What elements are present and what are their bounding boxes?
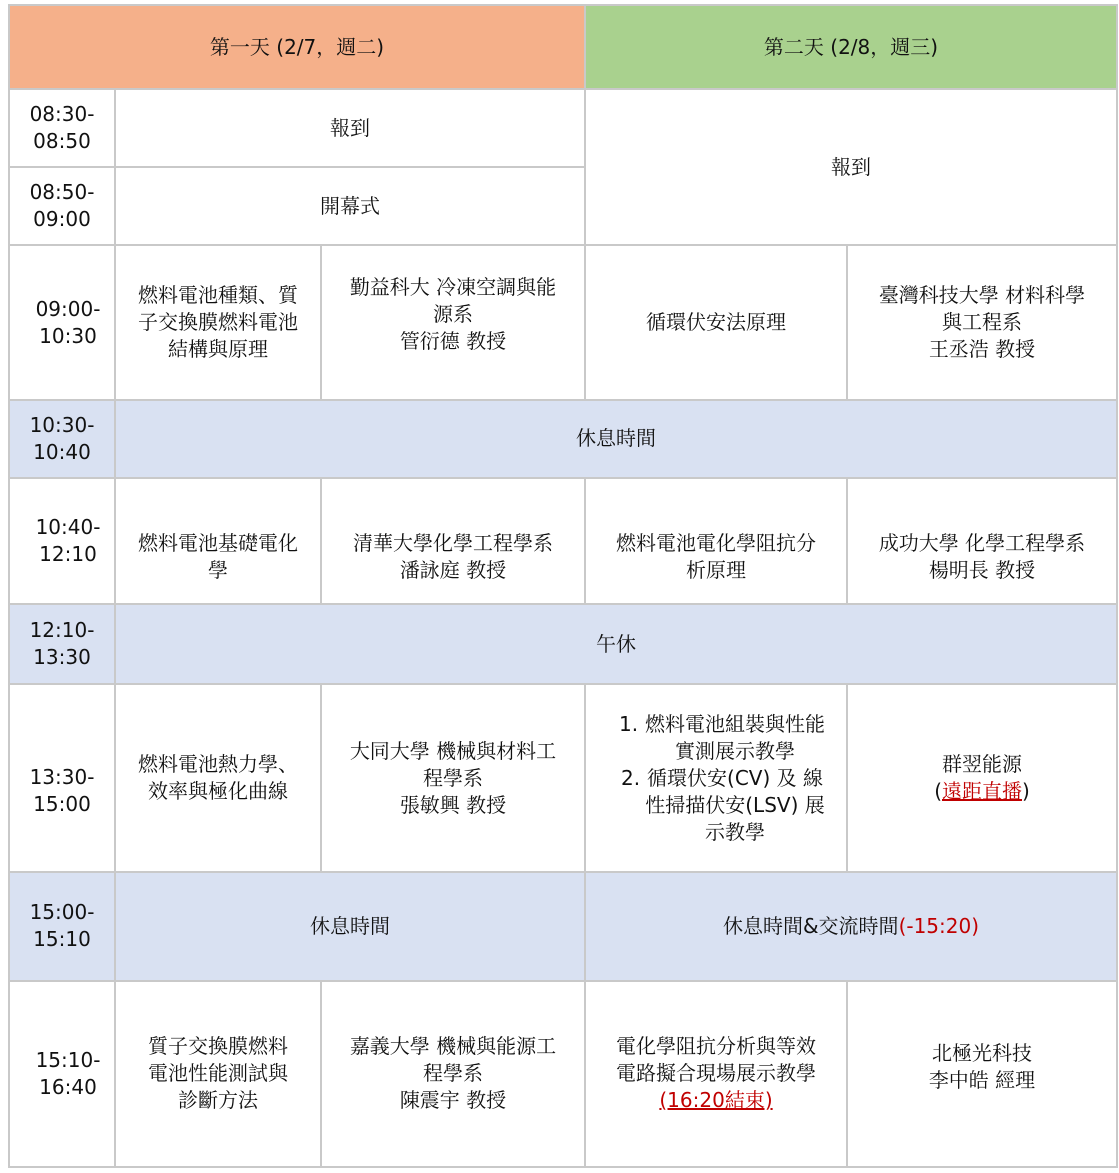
speaker-line: 楊明長 教授 — [928, 557, 1036, 582]
break-label: 休息時間 — [310, 913, 390, 938]
topic-line: 燃料電池基礎電化 — [138, 530, 298, 555]
topic-line: 質子交換膜燃料 — [148, 1034, 288, 1059]
topic-line: 循環伏安法原理 — [646, 310, 786, 335]
demo-item-line: 循環伏安(CV) 及 線 — [647, 765, 823, 790]
time-slot-1030 — [9, 400, 115, 478]
demo-item-number: 2. — [621, 765, 641, 790]
time-start: 15:00- — [29, 900, 95, 925]
topic-line: 效率與極化曲線 — [148, 779, 288, 804]
speaker-line: 臺灣科技大學 材料科學 — [878, 283, 1086, 308]
day2-checkin-label: 報到 — [831, 154, 871, 179]
topic-line: 燃料電池種類、質 — [138, 283, 298, 308]
time-slot-0830 — [9, 89, 115, 167]
remote-note — [848, 778, 1116, 805]
topic-line: 子交換膜燃料電池 — [138, 310, 298, 335]
time-end: 09:00 — [33, 207, 91, 232]
speaker-line: 群翌能源 — [942, 752, 1022, 777]
day1-session1-topic — [115, 245, 321, 399]
paren-open: ( — [934, 779, 942, 804]
day2-session2-speaker — [847, 478, 1117, 604]
day1-header-label: 第一天 (2/7，週二) — [209, 34, 385, 59]
schedule-table — [8, 4, 1118, 1168]
time-end: 10:30 — [39, 323, 97, 348]
topic-line: 電路擬合現場展示教學 — [616, 1061, 816, 1086]
day2-session3-speaker — [847, 684, 1117, 872]
paren-close: ) — [1022, 779, 1030, 804]
time-slot-1210 — [9, 604, 115, 684]
time-end: 13:30 — [33, 645, 91, 670]
day2-session3-demo-list — [585, 684, 847, 872]
day2-session2-topic — [585, 478, 847, 604]
speaker-line: 北極光科技 — [932, 1040, 1032, 1065]
day2-checkin — [585, 89, 1117, 245]
day2-header-label: 第二天 (2/8，週三) — [763, 34, 939, 59]
speaker-line: 張敏興 教授 — [399, 792, 507, 817]
topic-line: 析原理 — [686, 557, 746, 582]
demo-item-line: 燃料電池組裝與性能 — [645, 711, 825, 736]
time-start: 08:30- — [29, 102, 95, 127]
demo-item-line: 實測展示教學 — [675, 738, 795, 763]
time-start: 09:00- — [35, 296, 101, 321]
speaker-line: 陳震宇 教授 — [399, 1088, 507, 1113]
demo-item-number: 1. — [619, 711, 639, 736]
time-start: 10:30- — [29, 412, 95, 437]
day1-break-row-2 — [115, 872, 585, 980]
speaker-line: 程學系 — [423, 765, 483, 790]
speaker-line: 成功大學 化學工程學系 — [878, 530, 1086, 555]
day1-session3-speaker — [321, 684, 585, 872]
day1-session4-speaker — [321, 981, 585, 1167]
topic-line: 燃料電池熱力學、 — [138, 752, 298, 777]
day1-session4-topic — [115, 981, 321, 1167]
day1-header — [9, 5, 585, 89]
day2-session1-topic — [585, 245, 847, 399]
day2-session4-topic — [585, 981, 847, 1167]
break-label: 休息時間&交流時間 — [722, 913, 899, 938]
demo-item-line: 性掃描伏安(LSV) 展 — [645, 792, 825, 817]
topic-line: 電化學阻抗分析與等效 — [616, 1034, 816, 1059]
demo-item-1 — [586, 711, 846, 765]
day1-session2-topic — [115, 478, 321, 604]
time-end: 12:10 — [39, 541, 97, 566]
time-start: 13:30- — [29, 765, 95, 790]
day2-header — [585, 5, 1117, 89]
demo-item-line: 示教學 — [705, 819, 765, 844]
speaker-line: 嘉義大學 機械與能源工 — [349, 1034, 557, 1059]
speaker-line: 李中皓 經理 — [928, 1067, 1036, 1092]
time-slot-0850 — [9, 167, 115, 245]
day1-checkin-label: 報到 — [330, 115, 370, 140]
lunch-row — [115, 604, 1117, 684]
time-slot-1040 — [9, 478, 115, 604]
speaker-line: 勤益科大 冷凍空調與能 — [349, 275, 557, 300]
topic-line: 結構與原理 — [168, 337, 268, 362]
speaker-line: 王丞浩 教授 — [928, 337, 1036, 362]
day1-checkin — [115, 89, 585, 167]
day1-opening-label: 開幕式 — [320, 193, 380, 218]
topic-line: 學 — [208, 557, 228, 582]
time-end: 08:50 — [33, 129, 91, 154]
topic-line: 燃料電池電化學阻抗分 — [616, 530, 816, 555]
time-slot-1510 — [9, 981, 115, 1167]
speaker-line: 清華大學化學工程學系 — [353, 530, 553, 555]
day1-opening — [115, 167, 585, 245]
day2-session4-speaker — [847, 981, 1117, 1167]
lunch-label: 午休 — [596, 631, 636, 656]
day2-session1-speaker — [847, 245, 1117, 399]
demo-item-2 — [586, 765, 846, 846]
time-slot-1330 — [9, 684, 115, 872]
day2-break-row-2 — [585, 872, 1117, 980]
time-slot-0900 — [9, 245, 115, 399]
break-extension-note: (-15:20) — [898, 913, 980, 938]
time-start: 15:10- — [35, 1047, 101, 1072]
topic-line: 電池性能測試與 — [148, 1061, 288, 1086]
day1-session2-speaker — [321, 478, 585, 604]
end-time-note: (16:20結束) — [659, 1088, 773, 1113]
speaker-line: 潘詠庭 教授 — [399, 557, 507, 582]
speaker-line: 與工程系 — [942, 310, 1022, 335]
day1-session1-speaker — [321, 245, 585, 399]
time-end: 15:10 — [33, 927, 91, 952]
speaker-line: 程學系 — [423, 1061, 483, 1086]
time-start: 10:40- — [35, 514, 101, 539]
break-row-1 — [115, 400, 1117, 478]
topic-line: 診斷方法 — [178, 1088, 258, 1113]
time-start: 08:50- — [29, 180, 95, 205]
time-slot-1500 — [9, 872, 115, 980]
break-label: 休息時間 — [576, 426, 656, 451]
time-end: 16:40 — [39, 1074, 97, 1099]
day1-session3-topic — [115, 684, 321, 872]
speaker-line: 大同大學 機械與材料工 — [349, 738, 557, 763]
time-start: 12:10- — [29, 618, 95, 643]
time-end: 15:00 — [33, 792, 91, 817]
time-end: 10:40 — [33, 439, 91, 464]
speaker-line: 管衍德 教授 — [399, 329, 507, 354]
remote-stream-link[interactable]: 遠距直播 — [942, 779, 1022, 804]
speaker-line: 源系 — [433, 302, 473, 327]
